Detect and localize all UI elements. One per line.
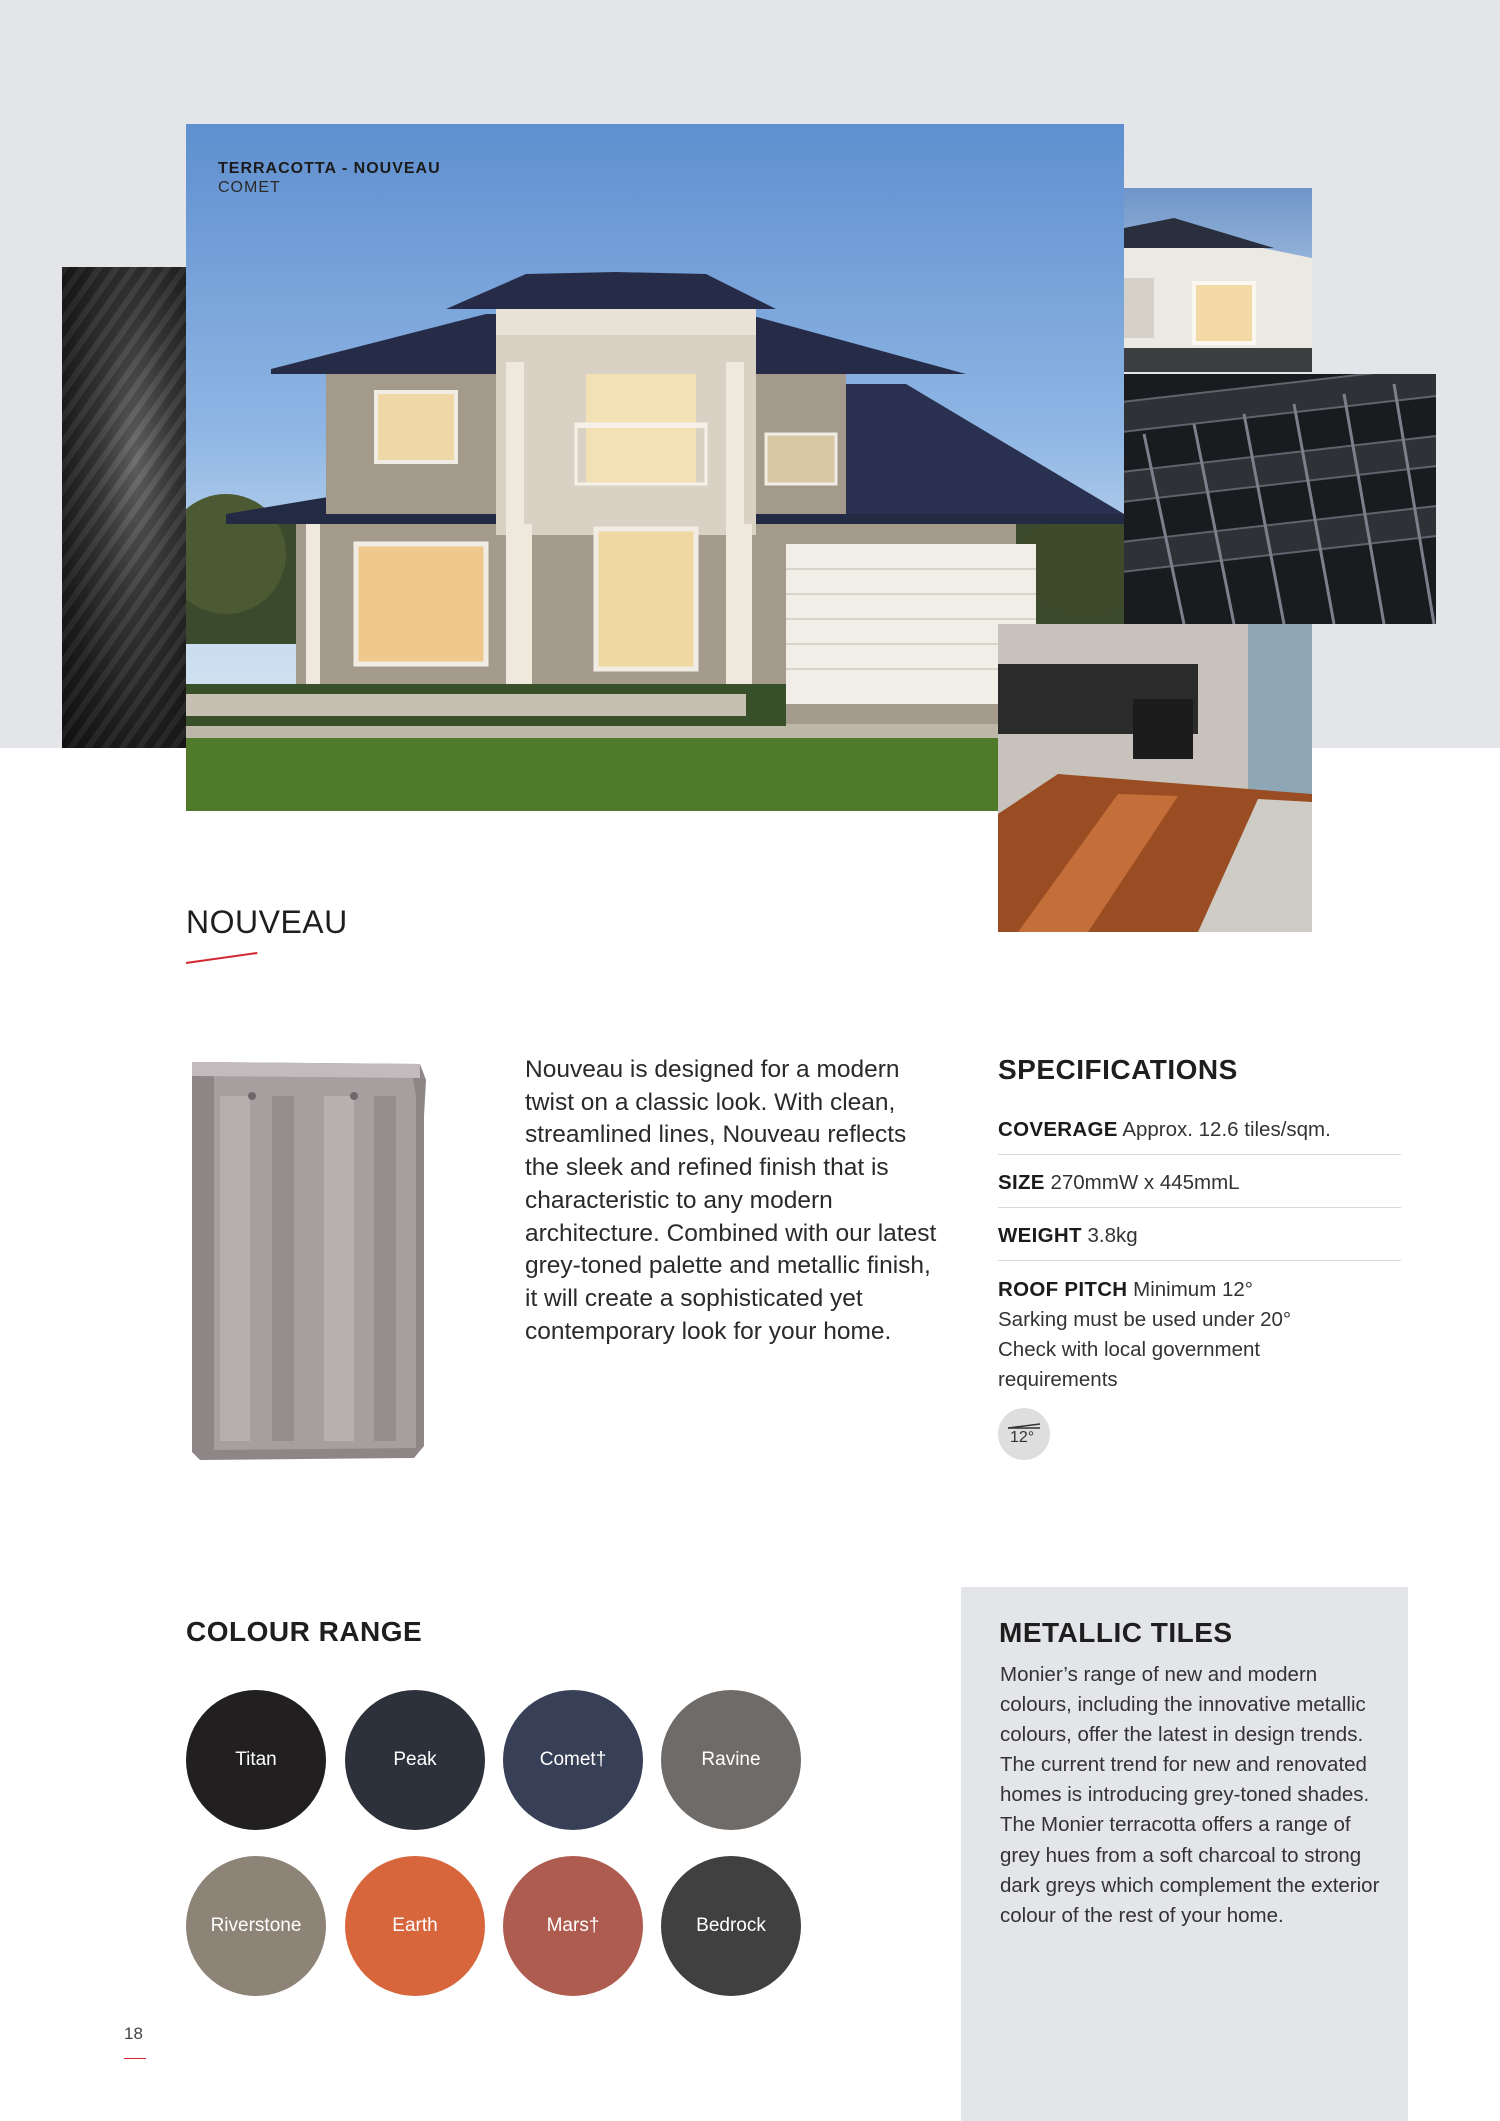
- specifications-list: [998, 1112, 1401, 1417]
- page-number-accent-rule: [124, 2058, 146, 2059]
- specifications-title: SPECIFICATIONS: [998, 1054, 1238, 1085]
- swatch-mars[interactable]: [503, 1856, 643, 1996]
- photo-caption: [218, 160, 441, 197]
- swatch-bedrock[interactable]: [661, 1856, 801, 1996]
- swatch-label: Ravine: [701, 1749, 761, 1770]
- spec-pitch-note-sarking: Sarking must be used under 20°: [998, 1308, 1292, 1331]
- spec-roof-pitch: [998, 1271, 1401, 1407]
- spec-weight-label: WEIGHT: [998, 1224, 1082, 1247]
- roof-pitch-icon-label: 12°: [1010, 1429, 1035, 1446]
- metallic-tiles-panel: [961, 1587, 1408, 2121]
- swatch-label: Mars†: [546, 1915, 600, 1936]
- interior-illustration: [998, 624, 1312, 932]
- photo-caption-product: TERRACOTTA - NOUVEAU: [218, 160, 441, 177]
- roof-tile-product-image: [184, 1056, 430, 1462]
- interior-fireplace-photo: [998, 624, 1312, 932]
- page-number: 18: [124, 2024, 143, 2043]
- swatch-titan[interactable]: [186, 1690, 326, 1830]
- swatch-label: Bedrock: [696, 1915, 766, 1936]
- spec-pitch-note-government: Check with local government requirements: [998, 1338, 1261, 1391]
- spec-weight-value: 3.8kg: [1087, 1224, 1138, 1247]
- swatch-label: Earth: [392, 1915, 438, 1936]
- swatch-peak[interactable]: [345, 1690, 485, 1830]
- swatch-riverstone[interactable]: [186, 1856, 326, 1996]
- spec-pitch-label: ROOF PITCH: [998, 1278, 1128, 1301]
- house-detail-photo: [1124, 188, 1312, 372]
- spec-coverage-value: Approx. 12.6 tiles/sqm.: [1122, 1118, 1331, 1141]
- spec-coverage: [998, 1112, 1401, 1155]
- spec-size-value: 270mmW x 445mmL: [1050, 1171, 1240, 1194]
- swatch-comet[interactable]: [503, 1690, 643, 1830]
- swatch-earth[interactable]: [345, 1856, 485, 1996]
- roof-tiles-illustration: [1124, 374, 1436, 624]
- house-detail-illustration: [1124, 188, 1312, 372]
- swatch-label: Titan: [235, 1749, 277, 1770]
- spec-size: [998, 1165, 1401, 1208]
- product-description: Nouveau is designed for a modern twist on a classic look. With clean, streamlined lines, Nouveau reflects the sleek and refined finish that is characteristic to any modern architecture. Combined with our latest grey-toned palette and metallic finish, it will create a sophisticated yet contemporary look for your home.: [525, 1056, 937, 1345]
- metallic-tiles-text: Monier’s range of new and modern colours, including the innovative metallic colours, offer the latest in design trends. The current trend for new and renovated homes is introducing grey-toned shades. The Monier terracotta offers a range of grey hues from a soft charcoal to strong dark greys which complement the exterior colour of the rest of your home.: [1000, 1663, 1380, 1927]
- swatch-label: Comet†: [539, 1749, 607, 1770]
- colour-range-title: COLOUR RANGE: [186, 1616, 423, 1647]
- spec-pitch-value: Minimum 12°: [1133, 1278, 1253, 1301]
- spec-size-label: SIZE: [998, 1171, 1045, 1194]
- swatch-ravine[interactable]: [661, 1690, 801, 1830]
- fabric-texture-image: [62, 267, 186, 748]
- swatch-label: Peak: [393, 1749, 437, 1770]
- swatch-label: Riverstone: [210, 1915, 302, 1936]
- spec-weight: [998, 1218, 1401, 1261]
- photo-caption-colour: COMET: [218, 179, 281, 196]
- house-illustration: [186, 124, 1124, 811]
- title-accent-rule: [186, 952, 258, 964]
- spec-coverage-label: COVERAGE: [998, 1118, 1118, 1141]
- house-photo: [186, 124, 1124, 811]
- roof-pitch-icon: [998, 1408, 1050, 1460]
- metallic-tiles-title: METALLIC TILES: [999, 1617, 1233, 1648]
- roof-tiles-closeup-photo: [1124, 374, 1436, 624]
- product-title: NOUVEAU: [186, 904, 348, 940]
